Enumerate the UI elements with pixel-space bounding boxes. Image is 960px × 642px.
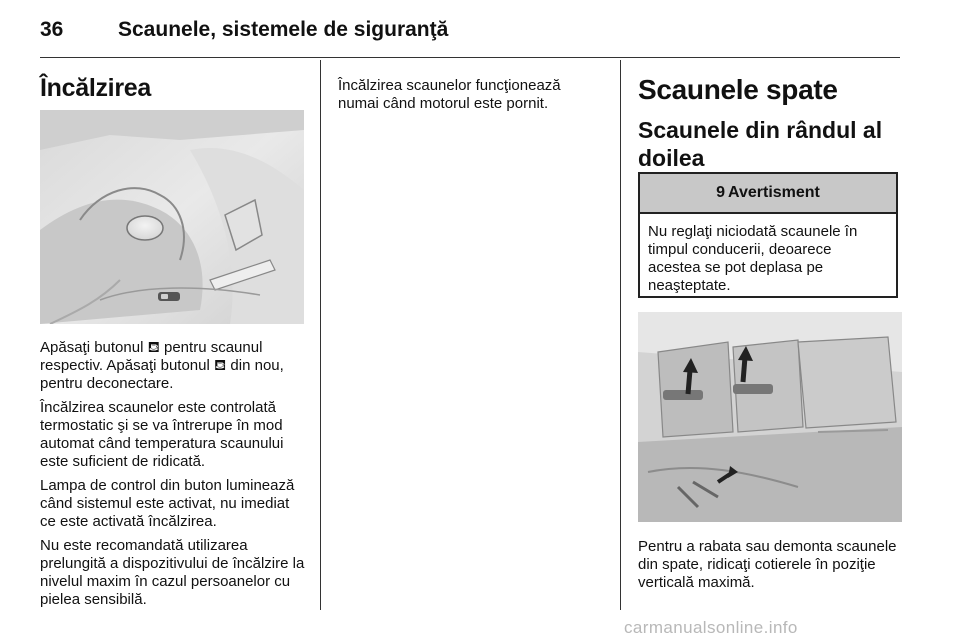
header-rule (40, 57, 900, 58)
warning-box (638, 172, 898, 298)
running-title: Scaunele, sistemele de siguranţă (118, 18, 449, 41)
rear-seats-illustration (638, 312, 902, 522)
warning-title: Avertisment (728, 184, 820, 201)
paragraph: Încălzirea scaunelor este controlată termostatic şi se va întrerupe în mod automat când temperatura scaunului este suficient de ridicată. (40, 399, 284, 470)
column-divider (320, 60, 321, 610)
paragraph: Lampa de control din buton luminează când sistemul este activat, nu imediat ce este activată încălzirea. (40, 477, 295, 530)
warning-title-bar (640, 174, 896, 214)
subsection-heading-second-row: Scaunele din rândul al doilea (638, 117, 883, 171)
paragraph: Pentru a rabata sau demonta scaunele din spate, ridicaţi cotierele în poziţie verticală maximă. (638, 538, 897, 591)
paragraph: Nu este recomandată utilizarea prelungită a dispozitivului de încălzire la nivelul maxim în cazul persoanelor cu pielea sensibilă. (40, 537, 305, 608)
col3-body (638, 538, 900, 598)
col1-body (40, 339, 308, 615)
col2-body (338, 77, 598, 119)
seat-heating-illustration (40, 110, 304, 324)
column-divider (620, 60, 621, 610)
warning-triangle-icon: 9 (716, 184, 725, 201)
watermark: carmanualsonline.info (624, 618, 798, 637)
section-heading-heating: Încălzirea (40, 74, 151, 102)
page-number: 36 (40, 18, 64, 41)
section-heading-rear-seats: Scaunele spate (638, 74, 838, 105)
paragraph: Încălzirea scaunelor funcţionează numai când motorul este pornit. (338, 77, 561, 112)
paragraph: Apăsaţi butonul ⛾ pentru scaunul respectiv. Apăsaţi butonul ⛾ din nou, pentru deconectare. (40, 339, 284, 392)
warning-text: Nu reglaţi niciodată scaunele în timpul conducerii, deoarece acestea se pot deplasa pe neaşteptate. (648, 223, 858, 294)
